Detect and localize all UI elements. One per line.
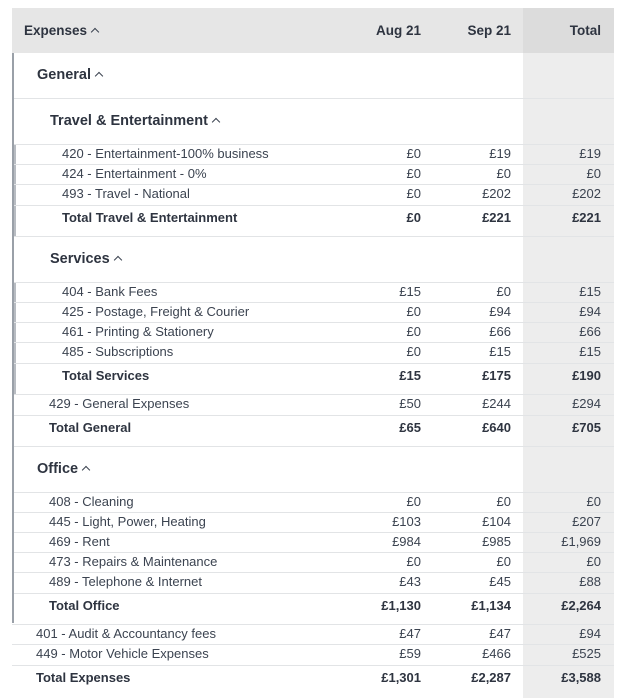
column-header-aug[interactable]: Aug 21 [375, 23, 421, 38]
aug-value[interactable]: £0 [406, 324, 421, 339]
sep-value[interactable]: £202 [482, 186, 511, 201]
account-label[interactable]: 445 - Light, Power, Heating [49, 514, 206, 529]
total-value[interactable]: £15 [579, 284, 601, 299]
aug-value[interactable]: £0 [406, 166, 421, 181]
account-label[interactable]: 493 - Travel - National [62, 186, 190, 201]
total-value[interactable]: £0 [586, 554, 601, 569]
travel-section-toggle[interactable] [50, 111, 219, 131]
sep-value[interactable]: £640 [482, 420, 511, 435]
subtotal-row [0, 418, 625, 438]
aug-value[interactable]: £0 [406, 210, 421, 225]
total-value[interactable]: £88 [579, 574, 601, 589]
account-label[interactable]: 424 - Entertainment - 0% [62, 166, 207, 181]
subtotal-row [0, 208, 625, 228]
subtotal-label: Total Services [62, 368, 150, 383]
sep-value[interactable]: £985 [482, 534, 511, 549]
table-row[interactable] [0, 394, 625, 414]
aug-value[interactable]: £0 [406, 304, 421, 319]
subtotal-row [0, 366, 625, 386]
divider [14, 593, 614, 594]
account-label[interactable]: 408 - Cleaning [49, 494, 134, 509]
aug-value[interactable]: £1,301 [381, 670, 421, 685]
account-label[interactable]: 485 - Subscriptions [62, 344, 174, 359]
subtotal-label: Total General [49, 420, 132, 435]
table-row[interactable] [0, 144, 625, 164]
expenses-title: Expenses [24, 23, 88, 38]
sep-value[interactable]: £45 [489, 574, 511, 589]
subtotal-label: Total Travel & Entertainment [62, 210, 238, 225]
sep-value[interactable]: £94 [489, 304, 511, 319]
sep-value[interactable]: £104 [482, 514, 511, 529]
aug-value[interactable]: £0 [406, 186, 421, 201]
account-label[interactable]: 429 - General Expenses [49, 396, 190, 411]
total-value[interactable]: £0 [586, 166, 601, 181]
column-header-total[interactable]: Total [569, 23, 601, 38]
sep-value[interactable]: £2,287 [471, 670, 511, 685]
sep-value[interactable]: £0 [496, 284, 511, 299]
total-value[interactable]: £202 [572, 186, 601, 201]
subtotal-label: Total Office [49, 598, 120, 613]
sep-value[interactable]: £66 [489, 324, 511, 339]
grand-total-label: Total Expenses [36, 670, 131, 685]
total-value[interactable]: £1,969 [561, 534, 601, 549]
sep-value[interactable]: £221 [482, 210, 511, 225]
sep-value[interactable]: £47 [489, 626, 511, 641]
account-label[interactable]: 404 - Bank Fees [62, 284, 158, 299]
total-value[interactable]: £221 [572, 210, 601, 225]
chevron-up-icon [95, 72, 103, 80]
account-label[interactable]: 473 - Repairs & Maintenance [49, 554, 218, 569]
chevron-up-icon [82, 466, 90, 474]
total-value[interactable]: £94 [579, 626, 601, 641]
account-label[interactable]: 469 - Rent [49, 534, 110, 549]
account-label[interactable]: 425 - Postage, Freight & Courier [62, 304, 250, 319]
aug-value[interactable]: £59 [399, 646, 421, 661]
aug-value[interactable]: £65 [399, 420, 421, 435]
aug-value[interactable]: £47 [399, 626, 421, 641]
sep-value[interactable]: £0 [496, 166, 511, 181]
sep-value[interactable]: £175 [482, 368, 511, 383]
general-section-title: General [37, 67, 91, 83]
aug-value[interactable]: £0 [406, 344, 421, 359]
travel-section-title: Travel & Entertainment [50, 113, 208, 129]
report-header [12, 8, 614, 53]
table-row[interactable] [0, 282, 625, 302]
total-value[interactable]: £3,588 [561, 670, 601, 685]
table-row[interactable] [0, 572, 625, 592]
table-row[interactable] [0, 644, 625, 664]
table-row[interactable] [0, 164, 625, 184]
sep-value[interactable]: £1,134 [471, 598, 511, 613]
table-row[interactable] [0, 552, 625, 572]
chevron-up-icon [91, 28, 99, 36]
account-label[interactable]: 420 - Entertainment-100% business [62, 146, 269, 161]
divider [14, 446, 614, 447]
total-value[interactable]: £705 [572, 420, 601, 435]
sep-value[interactable]: £466 [482, 646, 511, 661]
office-section-title: Office [37, 461, 79, 477]
grand-total-row [0, 668, 625, 688]
aug-value[interactable]: £103 [392, 514, 421, 529]
table-row[interactable] [0, 492, 625, 512]
total-value[interactable]: £15 [579, 344, 601, 359]
table-row[interactable] [0, 512, 625, 532]
total-value[interactable]: £0 [586, 494, 601, 509]
expenses-toggle[interactable] [24, 8, 98, 53]
sep-value[interactable]: £19 [489, 146, 511, 161]
aug-value[interactable]: £15 [399, 284, 421, 299]
account-label[interactable]: 401 - Audit & Accountancy fees [36, 626, 216, 641]
table-row[interactable] [0, 302, 625, 322]
general-section-toggle[interactable] [37, 65, 102, 85]
office-section-toggle[interactable] [37, 459, 89, 479]
table-row[interactable] [0, 532, 625, 552]
table-row[interactable] [0, 342, 625, 362]
chevron-up-icon [113, 256, 121, 264]
total-value[interactable]: £66 [579, 324, 601, 339]
account-label[interactable]: 449 - Motor Vehicle Expenses [36, 646, 209, 661]
sep-value[interactable]: £0 [496, 494, 511, 509]
divider [14, 98, 614, 99]
aug-value[interactable]: £1,130 [381, 598, 421, 613]
chevron-up-icon [212, 118, 220, 126]
account-label[interactable]: 489 - Telephone & Internet [49, 574, 202, 589]
services-section-title: Services [50, 251, 110, 267]
aug-value[interactable]: £0 [406, 494, 421, 509]
divider [14, 205, 614, 206]
divider [14, 415, 614, 416]
aug-value[interactable]: £0 [406, 554, 421, 569]
column-header-sep[interactable]: Sep 21 [467, 23, 511, 38]
total-value[interactable]: £94 [579, 304, 601, 319]
divider [14, 363, 614, 364]
services-section-toggle[interactable] [50, 249, 121, 269]
total-value[interactable]: £207 [572, 514, 601, 529]
account-label[interactable]: 461 - Printing & Stationery [62, 324, 214, 339]
aug-value[interactable]: £15 [399, 368, 421, 383]
total-value[interactable]: £2,264 [561, 598, 601, 613]
divider [12, 665, 614, 666]
subtotal-row [0, 596, 625, 616]
total-value[interactable]: £190 [572, 368, 601, 383]
divider [14, 236, 614, 237]
table-row[interactable] [0, 184, 625, 204]
sep-value[interactable]: £0 [496, 554, 511, 569]
aug-value[interactable]: £43 [399, 574, 421, 589]
table-row[interactable] [0, 322, 625, 342]
total-value[interactable]: £19 [579, 146, 601, 161]
total-value[interactable]: £525 [572, 646, 601, 661]
aug-value[interactable]: £50 [399, 396, 421, 411]
total-value[interactable]: £294 [572, 396, 601, 411]
sep-value[interactable]: £15 [489, 344, 511, 359]
sep-value[interactable]: £244 [482, 396, 511, 411]
aug-value[interactable]: £0 [406, 146, 421, 161]
aug-value[interactable]: £984 [392, 534, 421, 549]
table-row[interactable] [0, 624, 625, 644]
